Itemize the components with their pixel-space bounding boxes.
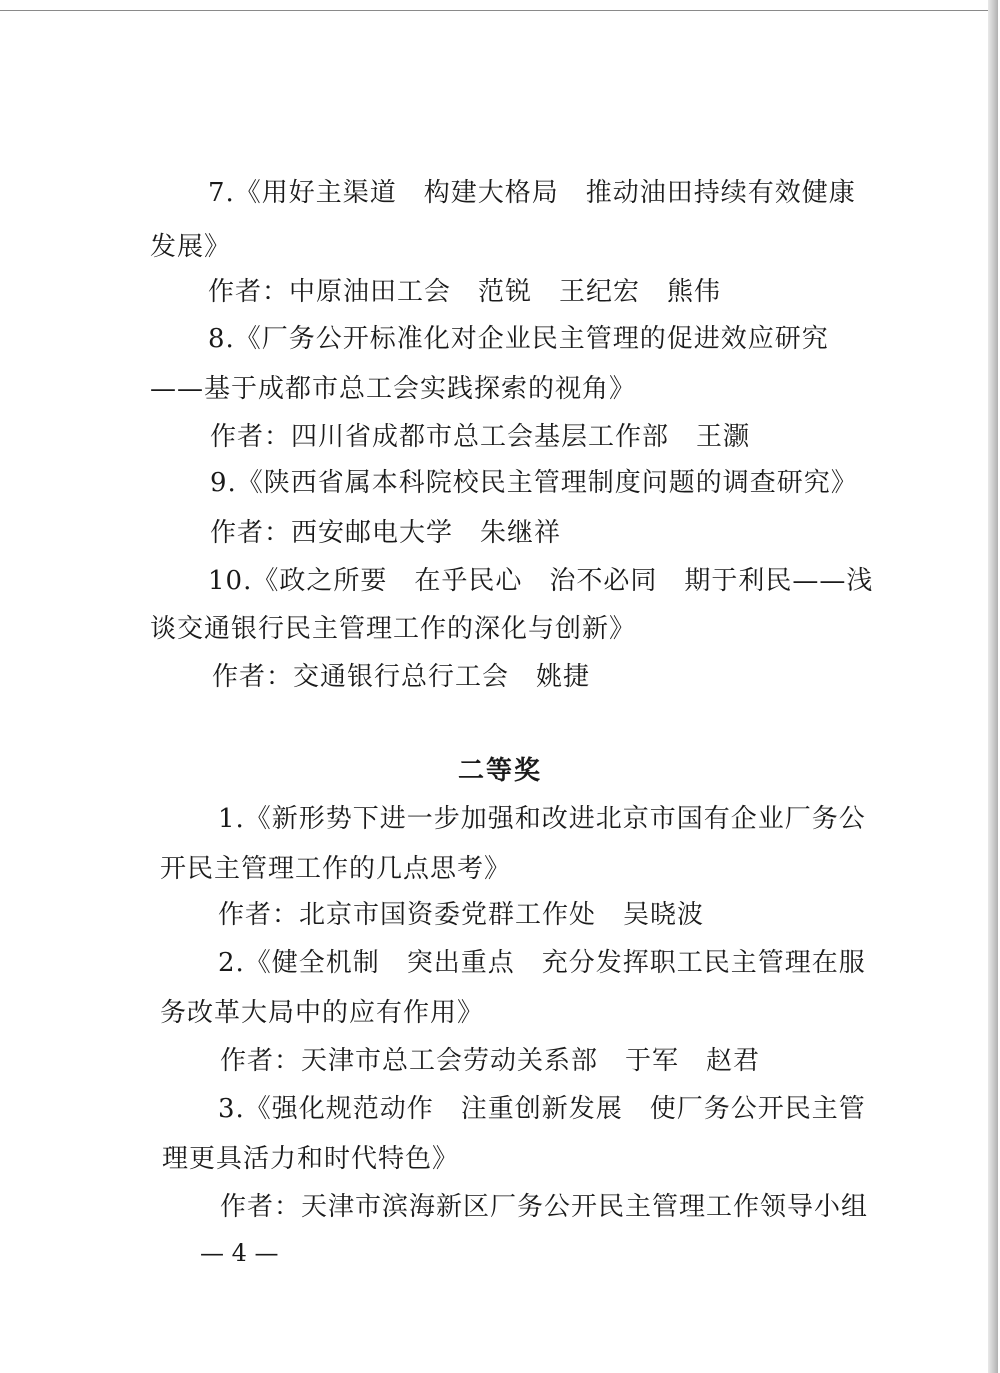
entry-7-author: 作者：中原油田工会 范锐 王纪宏 熊伟 [208,277,722,307]
entry-10-title-line-1: 10.《政之所要 在乎民心 治不必同 期于利民——浅 [208,566,874,596]
second-entry-2-title-line-1: 2.《健全机制 突出重点 充分发挥职工民主管理在服 [218,948,866,978]
second-entry-2-title-line-2: 务改革大局中的应有作用》 [160,998,485,1028]
second-entry-1-author: 作者：北京市国资委党群工作处 吴晓波 [218,900,705,930]
entry-9-title: 9.《陕西省属本科院校民主管理制度问题的调查研究》 [210,468,858,498]
entry-10-author: 作者：交通银行总行工会 姚捷 [212,662,591,692]
scan-top-edge [0,10,990,11]
page-number: — 4 — [200,1239,279,1267]
second-entry-1-title-line-1: 1.《新形势下进一步加强和改进北京市国有企业厂务公 [218,804,866,834]
section-heading-second-prize: 二等奖 [457,756,542,786]
entry-9-author: 作者：西安邮电大学 朱继祥 [210,518,562,548]
second-entry-3-author: 作者：天津市滨海新区厂务公开民主管理工作领导小组 [220,1192,869,1222]
entry-8-author: 作者：四川省成都市总工会基层工作部 王灏 [210,422,751,452]
entry-7-title-line-2: 发展》 [150,232,232,262]
second-entry-3-title-line-2: 理更具活力和时代特色》 [162,1144,460,1174]
second-entry-1-title-line-2: 开民主管理工作的几点思考》 [160,854,512,884]
second-entry-2-author: 作者：天津市总工会劳动关系部 于军 赵君 [220,1046,761,1076]
second-entry-3-title-line-1: 3.《强化规范动作 注重创新发展 使厂务公开民主管 [218,1094,866,1124]
entry-8-title-line-1: 8.《厂务公开标准化对企业民主管理的促进效应研究 [208,324,829,354]
entry-7-title-line-1: 7.《用好主渠道 构建大格局 推动油田持续有效健康 [208,178,856,208]
entry-8-title-line-2: ——基于成都市总工会实践探索的视角》 [150,374,637,404]
entry-10-title-line-2: 谈交通银行民主管理工作的深化与创新》 [150,614,637,644]
scan-right-edge [988,0,998,1373]
